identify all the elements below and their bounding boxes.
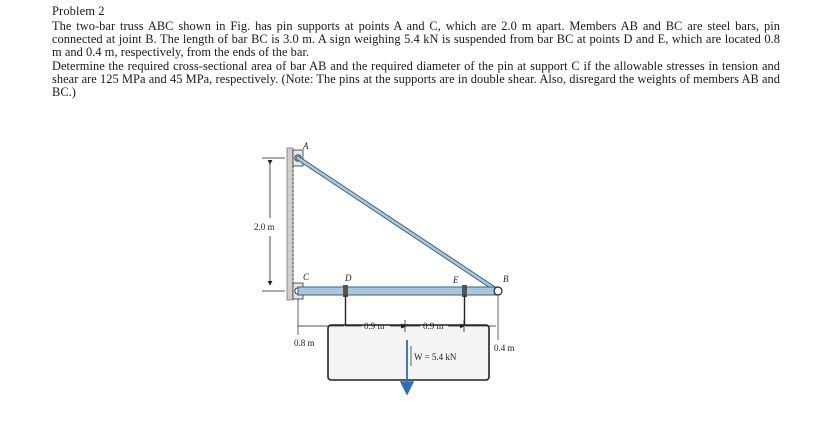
point-label-c: C — [303, 272, 310, 282]
pin-b — [494, 287, 502, 295]
label-height-ac: 2.0 m — [254, 222, 275, 232]
point-label-e: E — [453, 275, 459, 285]
point-label-a: A — [303, 141, 309, 151]
member-bc — [298, 287, 498, 295]
problem-paragraph-1: The two-bar truss ABC shown in Fig. has pin supports at points A and C, which are 2.0 m apart. Members AB and BC are steel bars, pin connected at joint B. The length of bar BC is 3.0 m. A sign weighing 5.4 kN is suspended from bar BC at points D and E, which are located 0.8 m and 0.4 m, respectively, from the ends of the bar. — [52, 19, 780, 60]
problem-heading: Problem 2 — [52, 4, 105, 18]
member-ab — [298, 158, 498, 291]
label-span-2: 0.9 m — [423, 321, 444, 331]
hanger-e — [462, 285, 467, 325]
label-load: W = 5.4 kN — [414, 352, 457, 362]
problem-paragraph-2: Determine the required cross-sectional area of bar AB and the required diameter of the pin at support C if the allowable stresses in tension and shear are 125 MPa and 45 MPa, respectively. (Note: The pins at the supports are in double shear. Also, disregard the weights of members AB and BC.) — [52, 58, 780, 100]
support-wall — [287, 148, 293, 300]
label-left-offset: 0.8 m — [294, 338, 315, 348]
label-span-1: 0.9 m — [364, 321, 385, 331]
sign-board — [328, 325, 489, 380]
label-right-offset: 0.4 m — [494, 343, 515, 353]
point-label-d: D — [345, 273, 352, 283]
point-label-b: B — [503, 274, 509, 284]
hanger-d — [343, 285, 348, 325]
